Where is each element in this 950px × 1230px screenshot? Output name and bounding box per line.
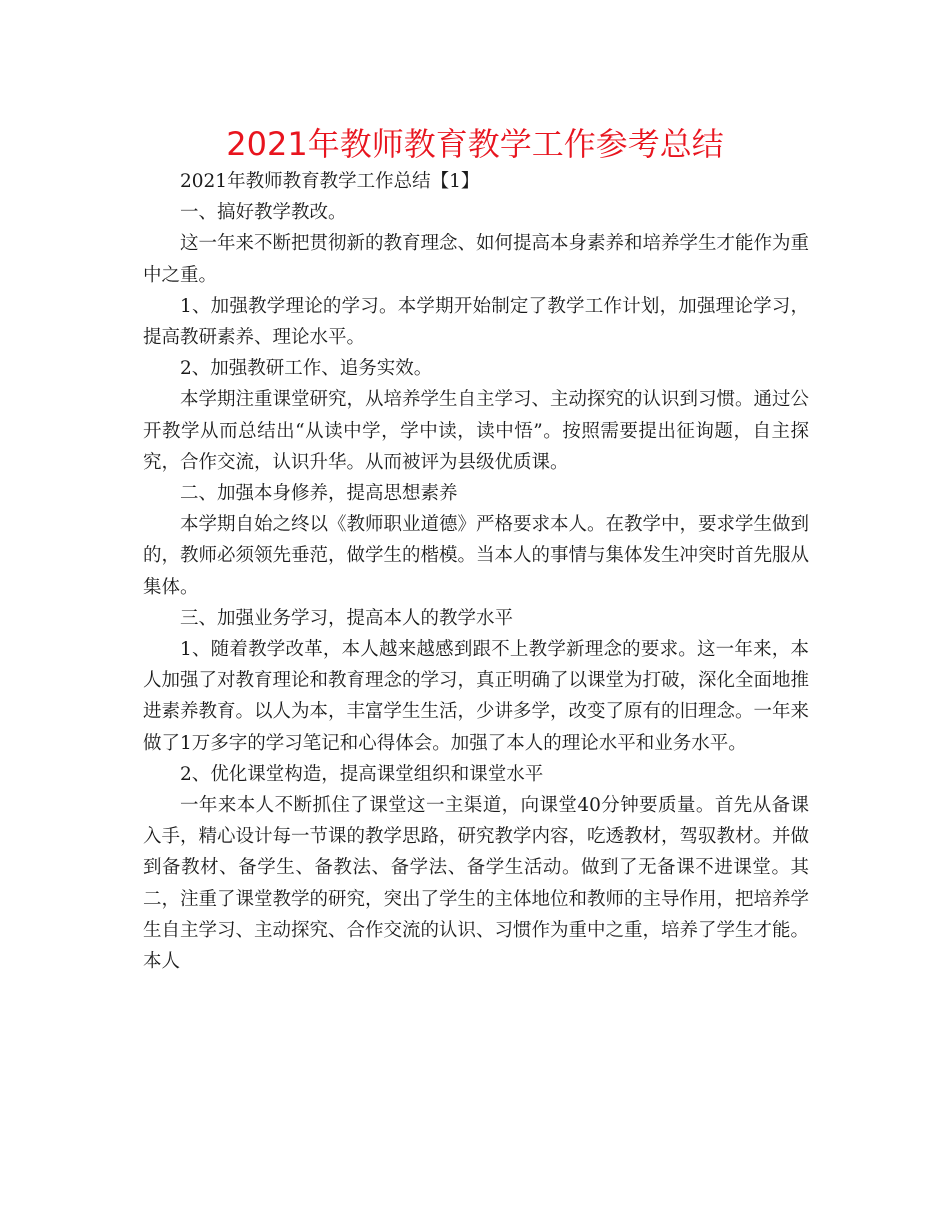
paragraph-professional-ethics: 本学期自始之终以《教师职业道德》严格要求本人。在教学中，要求学生做到的，教师必须领先垂范，做学生的楷模。当本人的事情与集体发生冲突时首先服从集体。	[143, 514, 810, 598]
paragraph-intro: 这一年来不断把贯彻新的教育理念、如何提高本身素养和培养学生才能作为重中之重。	[143, 233, 810, 286]
document-body	[143, 166, 809, 977]
heading-research-work: 2、加强教研工作、追务实效。	[180, 358, 433, 380]
heading-teaching-reform: 一、搞好教学教改。	[180, 202, 347, 224]
paragraph-theory-study: 1、加强教学理论的学习。本学期开始制定了教学工作计划，加强理论学习，提高教研素养、理论水平。	[143, 295, 809, 349]
heading-self-cultivation: 二、加强本身修养，提高思想素养	[180, 483, 458, 505]
heading-business-study: 三、加强业务学习，提高本人的教学水平	[180, 607, 514, 629]
paragraph-classroom-quality: 一年来本人不断抓住了课堂这一主渠道，向课堂40分钟要质量。首先从备课入手，精心设计每一节课的教学思路，研究教学内容，吃透教材，驾驭教材。并做到备教材、备学生、备教法、备学法、备学生活动。做到了无备课不进课堂。其二，注重了课堂教学的研究，突出了学生的主体地位和教师的主导作用，把培养学生自主学习、主动探究、合作交流的认识、习惯作为重中之重，培养了学生才能。本人	[143, 795, 810, 973]
paragraph-classroom-research: 本学期注重课堂研究，从培养学生自主学习、主动探究的认识到习惯。通过公开教学从而总结出“从读中学，学中读，读中悟”。按照需要提出征询题，自主探究，合作交流，认识升华。从而被评为县级优质课。	[143, 389, 810, 473]
document-title: 2021年教师教育教学工作参考总结	[226, 125, 724, 163]
heading-classroom-structure: 2、优化课堂构造，提高课堂组织和课堂水平	[180, 763, 544, 785]
paragraph-teaching-reform: 1、随着教学改革，本人越来越感到跟不上教学新理念的要求。这一年来，本人加强了对教育理论和教育理念的学习，真正明确了以课堂为打破，深化全面地推进素养教育。以人为本，丰富学生生活，少讲多学，改变了原有的旧理念。一年来做了1万多字的学习笔记和心得体会。加强了本人的理论水平和业务水平。	[143, 639, 810, 754]
section-heading-1: 2021年教师教育教学工作总结【1】	[180, 171, 480, 192]
